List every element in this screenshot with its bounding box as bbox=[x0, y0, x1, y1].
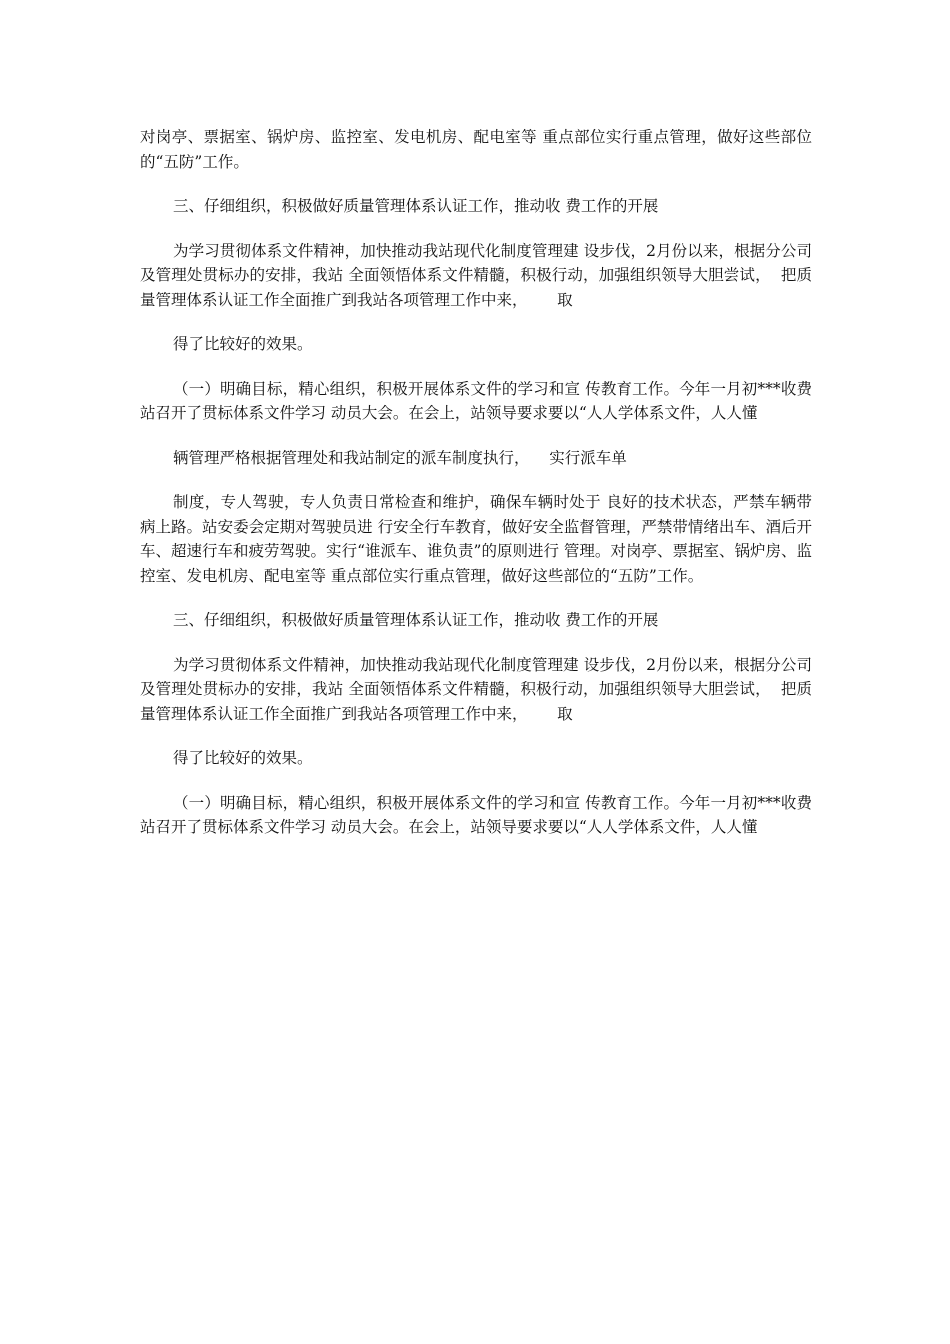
document-body bbox=[140, 125, 817, 840]
paragraph-3: 为学习贯彻体系文件精神，加快推动我站现代化制度管理建 设步伐，2月份以来，根据分公司及管理处贯标办的安排，我站 全面领悟体系文件精髓，积极行动，加强组织领导大胆尝试， 把质量管理体系认证工作全面推广到我站各项管理工作中来， 取 bbox=[140, 241, 812, 309]
paragraph-6: 辆管理严格根据管理处和我站制定的派车制度执行， 实行派车单 bbox=[173, 448, 627, 467]
paragraph-10: 得了比较好的效果。 bbox=[173, 749, 313, 767]
paragraph-5: （一）明确目标，精心组织，积极开展体系文件的学习和宣 传教育工作。今年一月初***收费站召开了贯标体系文件学习 动员大会。在会上，站领导要求要以“人人学体系文件，人人懂 bbox=[140, 379, 812, 422]
paragraph-9: 为学习贯彻体系文件精神，加快推动我站现代化制度管理建 设步伐，2月份以来，根据分公司及管理处贯标办的安排，我站 全面领悟体系文件精髓，积极行动，加强组织领导大胆尝试， 把质量管理体系认证工作全面推广到我站各项管理工作中来， 取 bbox=[140, 655, 812, 723]
paragraph-7: 制度，专人驾驶，专人负责日常检查和维护，确保车辆时处于 良好的技术状态，严禁车辆带病上路。站安委会定期对驾驶员进 行安全行车教育，做好安全监督管理，严禁带情绪出车、酒后开 车、超速行车和疲劳驾驶。实行“谁派车、谁负责”的原则进行 管理。对岗亭、票据室、锅炉房、监控室、发电机房、配电室等 重点部位实行重点管理，做好这些部位的“五防”工作。 bbox=[140, 493, 817, 585]
paragraph-1: 对岗亭、票据室、锅炉房、监控室、发电机房、配电室等 重点部位实行重点管理，做好这些部位的“五防”工作。 bbox=[140, 128, 812, 171]
section-heading-3: 三、仔细组织，积极做好质量管理体系认证工作，推动收 费工作的开展 bbox=[173, 197, 659, 215]
paragraph-11: （一）明确目标，精心组织，积极开展体系文件的学习和宣 传教育工作。今年一月初***收费站召开了贯标体系文件学习 动员大会。在会上，站领导要求要以“人人学体系文件，人人懂 bbox=[140, 793, 812, 836]
section-heading-3-repeat: 三、仔细组织，积极做好质量管理体系认证工作，推动收 费工作的开展 bbox=[173, 611, 659, 629]
paragraph-4: 得了比较好的效果。 bbox=[173, 335, 313, 353]
